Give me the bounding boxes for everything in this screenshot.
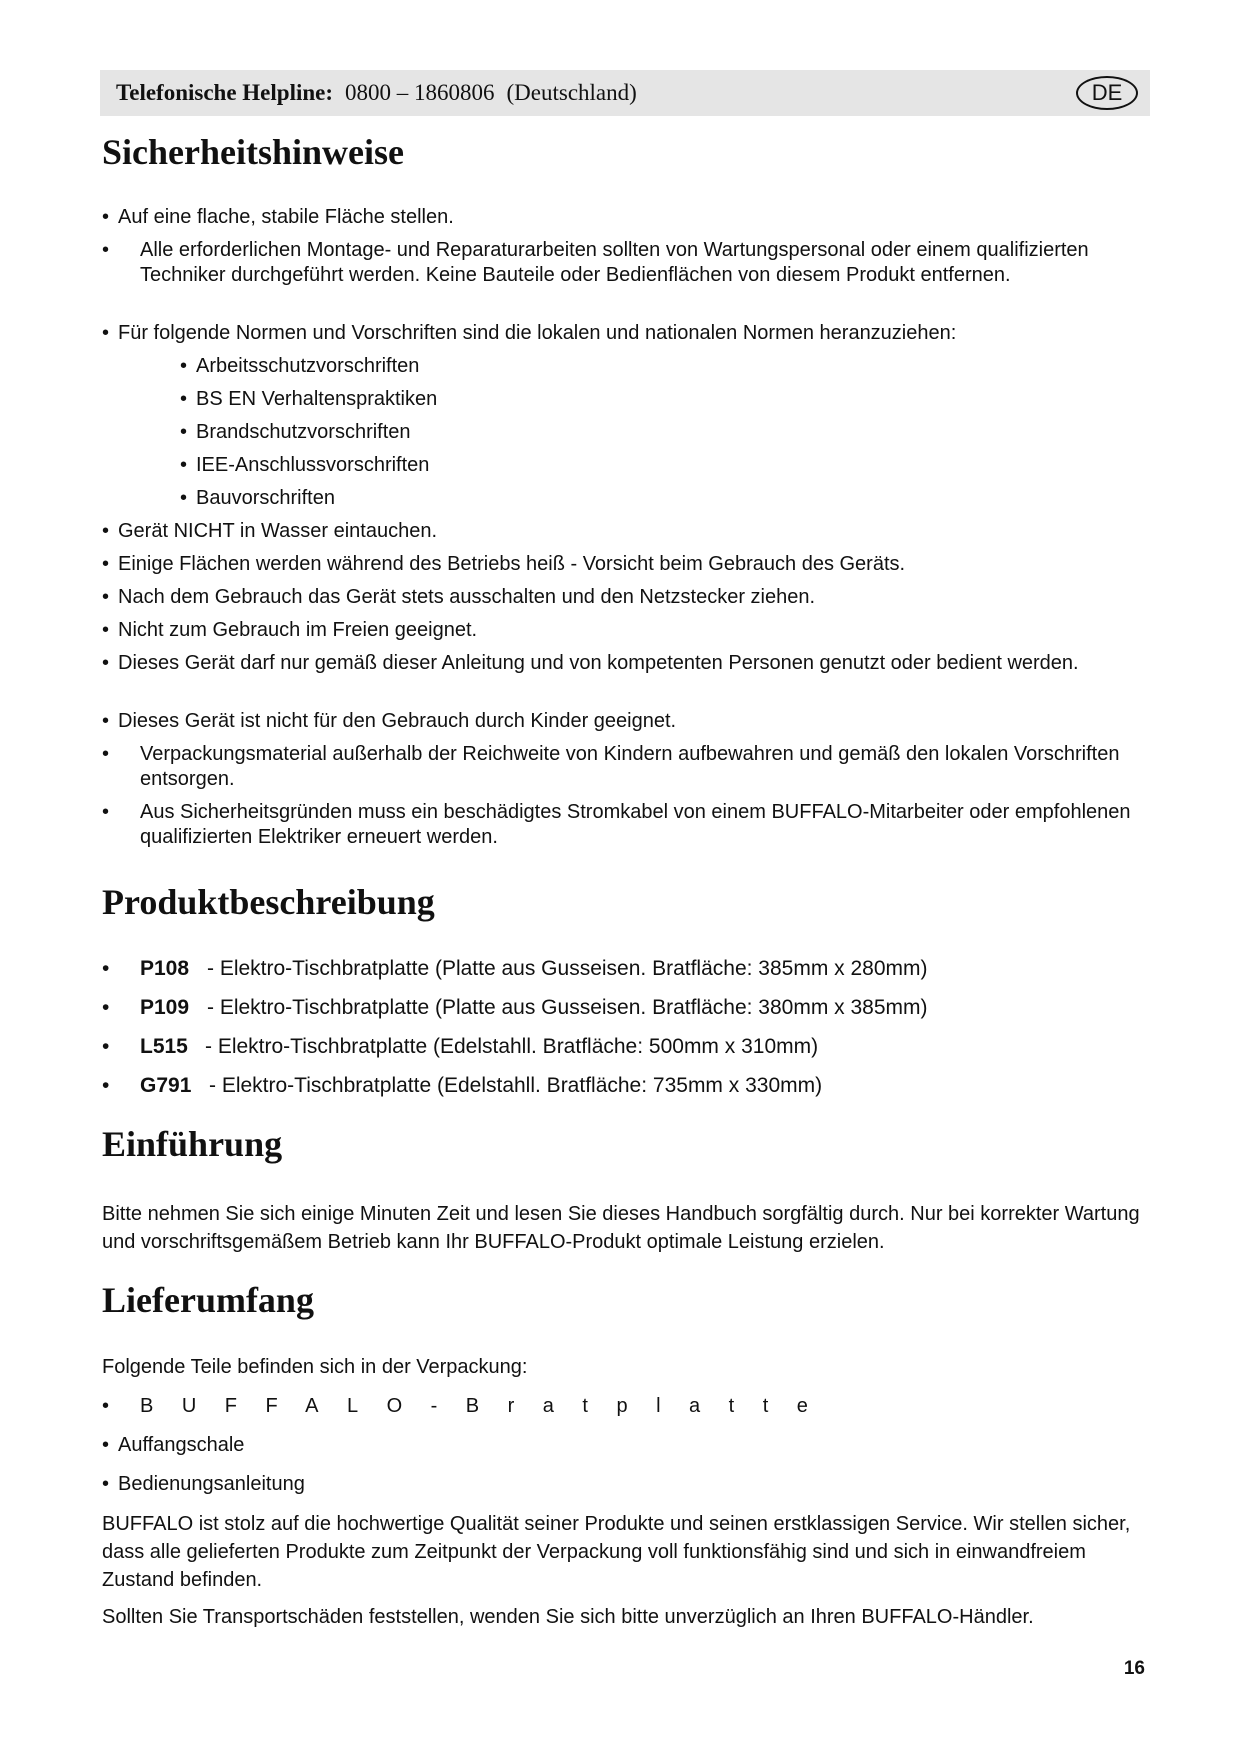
quality-paragraph: BUFFALO ist stolz auf die hochwertige Qualität seiner Produkte und seinen erstklassigen Service. Wir stellen sicher, dass alle gelieferten Produkte zum Zeitpunkt der Verpackung voll funktionsfähig sind und sich in einwandfreiem Zustand befinden. <box>102 1513 1131 1591</box>
safety-subitem: • BS EN Verhaltenspraktiken <box>180 388 438 410</box>
safety-subitem: • Bauvorschriften <box>180 487 335 509</box>
helpline-country: (Deutschland) <box>506 80 637 105</box>
safety-subitem: • IEE-Anschlussvorschriften <box>180 454 430 476</box>
damage-paragraph: Sollten Sie Transportschäden feststellen, wenden Sie sich bitte unverzüglich an Ihren BUFFALO-Händler. <box>102 1606 1034 1628</box>
product-code: G791 <box>140 1074 192 1097</box>
scope-item: • Bedienungsanleitung <box>102 1473 305 1495</box>
safety-item: • Nicht zum Gebrauch im Freien geeignet. <box>102 619 478 641</box>
page-number: 16 <box>1123 1658 1145 1679</box>
section-title-safety: Sicherheitshinweise <box>102 132 404 172</box>
safety-subitem: • Arbeitsschutzvorschriften <box>180 355 420 377</box>
product-code: P108 <box>140 957 190 980</box>
scope-lead: Folgende Teile befinden sich in der Verpackung: <box>102 1356 528 1378</box>
safety-item: • Aus Sicherheitsgründen muss ein beschädigtes Stromkabel von einem BUFFALO-Mitarbeiter oder empfohlenen qualifizierten Elektriker erneuert werden. <box>102 801 1131 848</box>
safety-item: • Einige Flächen werden während des Betriebs heiß - Vorsicht beim Gebrauch des Geräts. <box>102 553 906 575</box>
product-code: L515 <box>140 1035 188 1058</box>
safety-item: • Verpackungsmaterial außerhalb der Reichweite von Kindern aufbewahren und gemäß den lokalen Vorschriften entsorgen. <box>102 743 1120 790</box>
safety-item: • Alle erforderlichen Montage- und Reparaturarbeiten sollten von Wartungspersonal oder einem qualifizierten Techniker durchgeführt werden. Keine Bauteile oder Bedienflächen von diesem Produkt entfernen. <box>102 239 1089 286</box>
section-title-intro: Einführung <box>102 1124 283 1164</box>
product-code: P109 <box>140 996 190 1019</box>
safety-item: • Nach dem Gebrauch das Gerät stets ausschalten und den Netzstecker ziehen. <box>102 586 816 608</box>
scope-item: • Auffangschale <box>102 1434 245 1456</box>
safety-item: • Dieses Gerät darf nur gemäß dieser Anleitung und von kompetenten Personen genutzt oder bedient werden. <box>102 652 1079 674</box>
country-badge: DE <box>1076 76 1138 110</box>
safety-item: • Auf eine flache, stabile Fläche stellen. <box>102 206 454 228</box>
intro-paragraph: Bitte nehmen Sie sich einige Minuten Zeit und lesen Sie dieses Handbuch sorgfältig durch. Nur bei korrekter Wartung und vorschriftsgemäßem Betrieb kann Ihr BUFFALO-Produkt optimale Leistung erzielen. <box>102 1203 1140 1253</box>
helpline-header <box>100 70 1150 116</box>
safety-item: • Dieses Gerät ist nicht für den Gebrauch durch Kinder geeignet. <box>102 710 677 732</box>
section-title-products: Produktbeschreibung <box>102 882 435 922</box>
helpline-label: Telefonische Helpline: <box>116 80 334 105</box>
product-desc: - Elektro-Tischbratplatte (Edelstahll. Bratfläche: 735mm x 330mm) <box>209 1074 823 1097</box>
safety-subitem: • Brandschutzvorschriften <box>180 421 411 443</box>
section-title-scope: Lieferumfang <box>102 1280 314 1320</box>
helpline-number: 0800 – 1860806 <box>345 80 495 105</box>
product-desc: - Elektro-Tischbratplatte (Platte aus Gusseisen. Bratfläche: 380mm x 385mm) <box>207 996 928 1019</box>
product-desc: - Elektro-Tischbratplatte (Edelstahll. Bratfläche: 500mm x 310mm) <box>205 1035 819 1058</box>
safety-item: • Für folgende Normen und Vorschriften sind die lokalen und nationalen Normen heranzuziehen: <box>102 322 957 344</box>
safety-item: • Gerät NICHT in Wasser eintauchen. <box>102 520 438 542</box>
product-desc: - Elektro-Tischbratplatte (Platte aus Gusseisen. Bratfläche: 385mm x 280mm) <box>207 957 928 980</box>
